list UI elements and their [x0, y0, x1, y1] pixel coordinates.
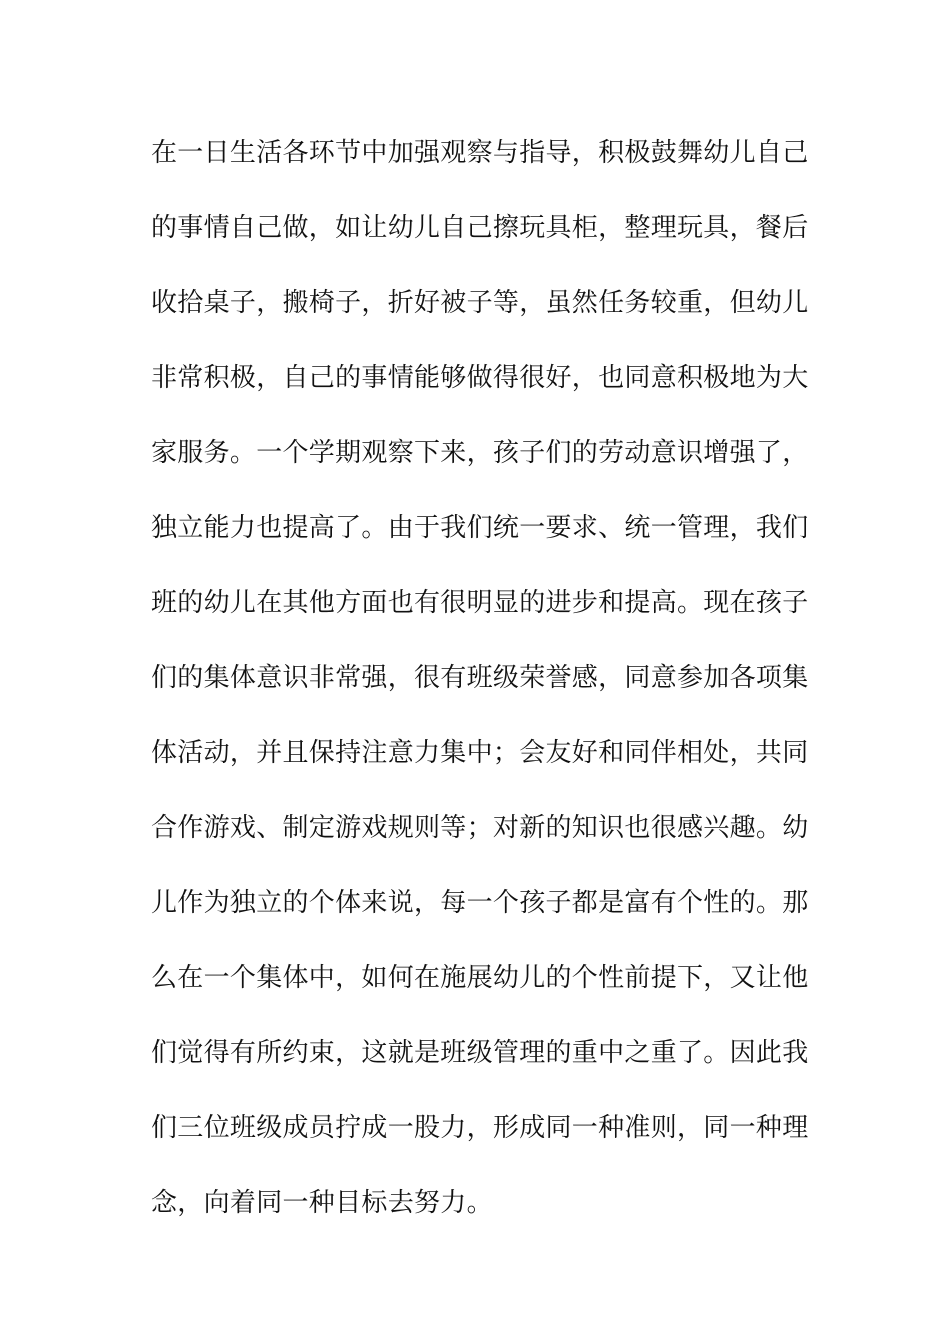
paragraph-line: 们觉得有所约束，这就是班级管理的重中之重了。因此我 — [151, 1038, 809, 1068]
paragraph-line: 家服务。一个学期观察下来，孩子们的劳动意识增强了， — [151, 438, 809, 468]
paragraph-line: 的事情自己做，如让幼儿自己擦玩具柜，整理玩具，餐后 — [151, 213, 809, 243]
paragraph-line: 班的幼儿在其他方面也有很明显的进步和提高。现在孩子 — [151, 588, 809, 618]
paragraph-line: 们三位班级成员拧成一股力，形成同一种准则，同一种理 — [151, 1113, 809, 1143]
paragraph-line: 念，向着同一种目标去努力。 — [151, 1188, 493, 1218]
body-paragraph — [151, 128, 811, 1253]
paragraph-line: 合作游戏、制定游戏规则等；对新的知识也很感兴趣。幼 — [151, 813, 809, 843]
paragraph-line: 们的集体意识非常强，很有班级荣誉感，同意参加各项集 — [151, 663, 809, 693]
paragraph-line: 非常积极，自己的事情能够做得很好，也同意积极地为大 — [151, 363, 809, 393]
paragraph-line: 在一日生活各环节中加强观察与指导，积极鼓舞幼儿自己 — [151, 138, 809, 168]
paragraph-line: 体活动，并且保持注意力集中；会友好和同伴相处，共同 — [151, 738, 809, 768]
paragraph-line: 么在一个集体中，如何在施展幼儿的个性前提下，又让他 — [151, 963, 809, 993]
paragraph-line: 独立能力也提高了。由于我们统一要求、统一管理，我们 — [151, 513, 809, 543]
paragraph-line: 收拾桌子，搬椅子，折好被子等，虽然任务较重，但幼儿 — [151, 288, 809, 318]
paragraph-line: 儿作为独立的个体来说，每一个孩子都是富有个性的。那 — [151, 888, 809, 918]
